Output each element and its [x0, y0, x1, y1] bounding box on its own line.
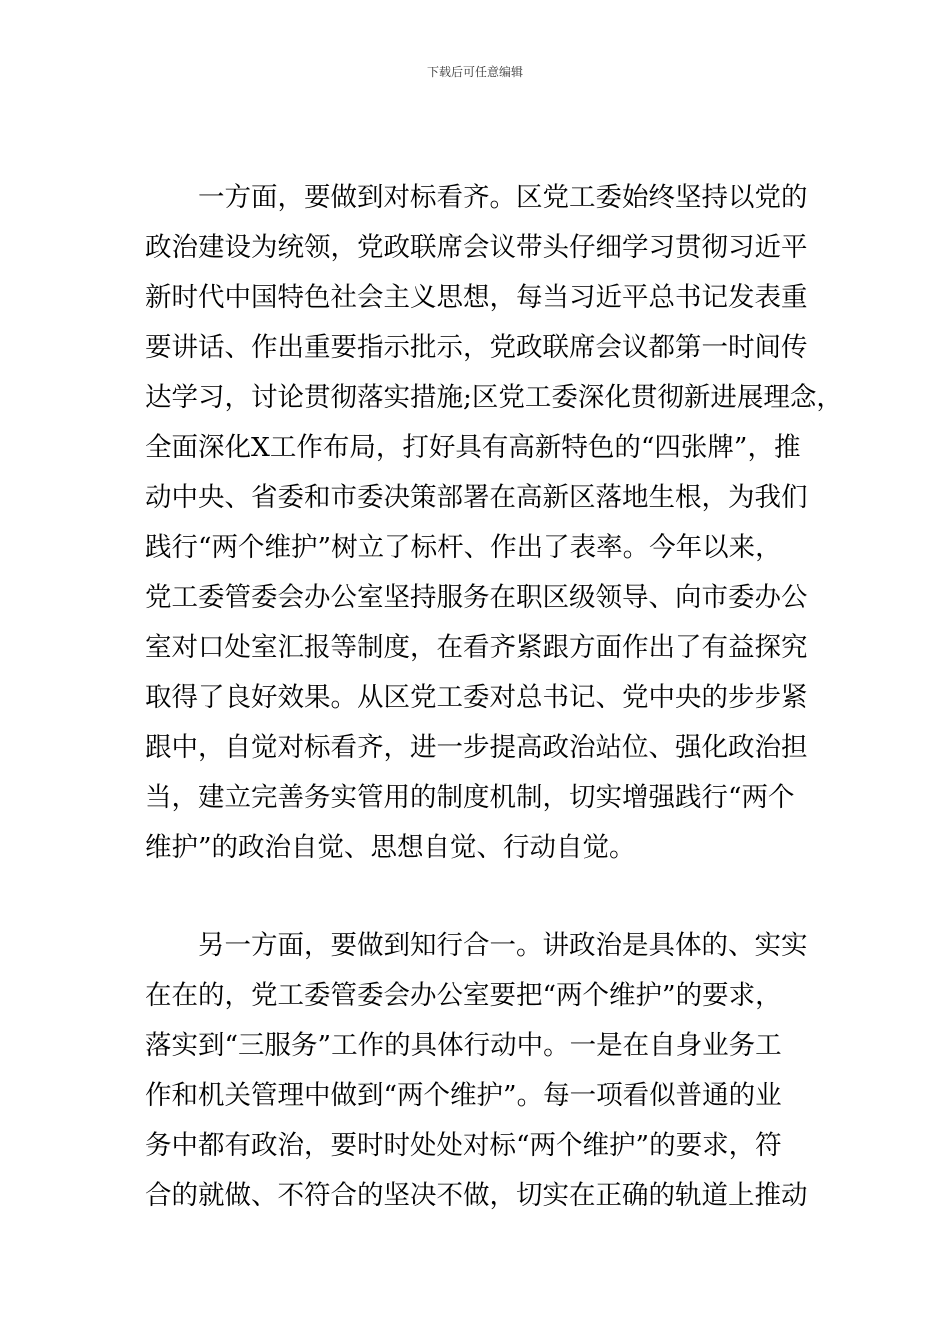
text-line: 室对口处室汇报等制度，在看齐紧跟方面作出了有益探究: [145, 632, 808, 663]
text-line: 作和机关管理中做到“两个维护”。每一项看似普通的业: [145, 1080, 782, 1111]
text-line: 要讲话、作出重要指示批示，党政联席会议都第一时间传: [145, 332, 808, 363]
text-line: 动中央、省委和市委决策部署在高新区落地生根，为我们: [145, 482, 808, 513]
text-line: 达学习，讨论贯彻落实措施;区党工委深化贯彻新进展理念，: [145, 382, 843, 413]
text-line: 在在的，党工委管委会办公室要把“两个维护”的要求，: [145, 980, 782, 1011]
text-line: 落实到“三服务”工作的具体行动中。一是在自身业务工: [145, 1030, 782, 1061]
text-line: 践行“两个维护”树立了标杆、作出了表率。今年以来，: [145, 532, 782, 563]
text-line: 合的就做、不符合的坚决不做，切实在正确的轨道上推动: [145, 1180, 808, 1211]
paragraph-1: [145, 173, 843, 873]
text-line: 一方面，要做到对标看齐。区党工委始终坚持以党的: [198, 182, 808, 213]
text-line: 跟中，自觉对标看齐，进一步提高政治站位、强化政治担: [145, 732, 808, 763]
text-line: 政治建设为统领，党政联席会议带头仔细学习贯彻习近平: [145, 232, 808, 263]
page-header-note: 下载后可任意编辑: [426, 65, 523, 79]
text-line: 当，建立完善务实管用的制度机制，切实增强践行“两个: [145, 782, 795, 813]
text-line: 取得了良好效果。从区党工委对总书记、党中央的步步紧: [145, 682, 808, 713]
paragraph-2: [145, 921, 835, 1221]
text-line: 党工委管委会办公室坚持服务在职区级领导、向市委办公: [145, 582, 808, 613]
text-line: 务中都有政治，要时时处处对标“两个维护”的要求，符: [145, 1130, 782, 1161]
text-line: 全面深化X工作布局，打好具有高新特色的“四张牌”，推: [145, 432, 801, 463]
text-line: 新时代中国特色社会主义思想，每当习近平总书记发表重: [145, 282, 808, 313]
text-line: 另一方面，要做到知行合一。讲政治是具体的、实实: [198, 930, 808, 961]
text-line: 维护”的政治自觉、思想自觉、行动自觉。: [145, 832, 636, 863]
